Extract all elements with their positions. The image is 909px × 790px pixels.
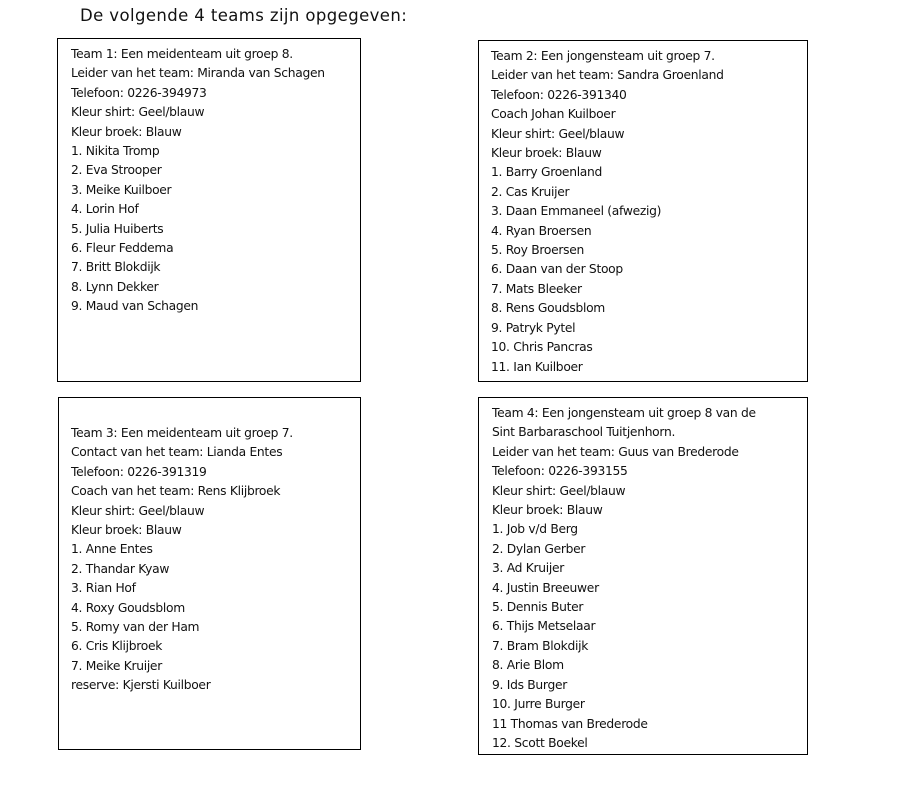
team-3-box — [58, 397, 361, 750]
team-4-line: Telefoon: 0226-393155 — [492, 464, 628, 479]
team-3-line: Kleur shirt: Geel/blauw — [71, 503, 205, 518]
team-4-line: 7. Bram Blokdijk — [492, 638, 589, 653]
team-2-line: Leider van het team: Sandra Groenland — [491, 68, 724, 83]
team-1-line: Telefoon: 0226-394973 — [71, 85, 207, 100]
team-3-line: 4. Roxy Goudsblom — [71, 600, 185, 615]
team-1-line: 5. Julia Huiberts — [71, 221, 164, 236]
team-1-line: Leider van het team: Miranda van Schagen — [71, 66, 325, 81]
team-1-line: 8. Lynn Dekker — [71, 279, 159, 294]
team-4-line: 1. Job v/d Berg — [492, 522, 578, 537]
team-3-line: Kleur broek: Blauw — [71, 523, 182, 538]
team-2-line: 5. Roy Broersen — [491, 243, 584, 258]
team-4-line: 3. Ad Kruijer — [492, 561, 565, 576]
team-1-line: 9. Maud van Schagen — [71, 299, 199, 314]
team-3-line: 3. Rian Hof — [71, 581, 136, 596]
team-3-line: Telefoon: 0226-391319 — [71, 464, 207, 479]
team-2-line: Telefoon: 0226-391340 — [491, 87, 627, 102]
team-2-line: 2. Cas Kruijer — [491, 184, 570, 199]
team-2-box — [478, 40, 808, 382]
team-1-line: 4. Lorin Hof — [71, 202, 139, 217]
team-3-line: 7. Meike Kruijer — [71, 658, 162, 673]
team-3-line: 5. Romy van der Ham — [71, 620, 200, 635]
team-4-line: 11 Thomas van Brederode — [492, 716, 648, 731]
team-2-line: Kleur shirt: Geel/blauw — [491, 126, 625, 141]
page-heading: De volgende 4 teams zijn opgegeven: — [80, 6, 408, 25]
team-4-box — [478, 397, 808, 755]
team-4-line: 2. Dylan Gerber — [492, 541, 586, 556]
team-1-box — [57, 38, 361, 382]
team-2-line: Kleur broek: Blauw — [491, 146, 602, 161]
team-4-line: Leider van het team: Guus van Brederode — [492, 444, 739, 459]
team-1-line: 6. Fleur Feddema — [71, 241, 174, 256]
team-2-line: 7. Mats Bleeker — [491, 281, 582, 296]
team-3-line: 6. Cris Klijbroek — [71, 639, 163, 654]
team-3-line: 1. Anne Entes — [71, 542, 153, 557]
team-2-line: Coach Johan Kuilboer — [491, 107, 616, 122]
team-4-line: 4. Justin Breeuwer — [492, 580, 599, 595]
team-4-line: 8. Arie Blom — [492, 658, 564, 673]
team-2-line: 9. Patryk Pytel — [491, 320, 576, 335]
team-1-line: 2. Eva Strooper — [71, 163, 162, 178]
team-1-line: Team 1: Een meidenteam uit groep 8. — [71, 47, 293, 61]
team-3-line: 2. Thandar Kyaw — [71, 561, 170, 576]
team-4-line: 9. Ids Burger — [492, 677, 567, 692]
team-3-line: Team 3: Een meidenteam uit groep 7. — [71, 426, 293, 440]
team-2-line: Team 2: Een jongensteam uit groep 7. — [491, 49, 715, 63]
team-4-line: Kleur broek: Blauw — [492, 503, 603, 518]
team-4-line: 6. Thijs Metselaar — [492, 619, 596, 634]
team-4-line: 12. Scott Boekel — [492, 735, 588, 750]
team-2-line: 4. Ryan Broersen — [491, 223, 592, 238]
team-2-line: 10. Chris Pancras — [491, 340, 593, 355]
team-3-line: reserve: Kjersti Kuilboer — [71, 678, 211, 693]
team-1-line: Kleur shirt: Geel/blauw — [71, 105, 205, 120]
team-3-line: Contact van het team: Lianda Entes — [71, 445, 283, 460]
team-3-line: Coach van het team: Rens Klijbroek — [71, 484, 281, 499]
team-1-line: 7. Britt Blokdijk — [71, 260, 161, 275]
team-1-line: 3. Meike Kuilboer — [71, 182, 172, 197]
team-4-line: 5. Dennis Buter — [492, 600, 584, 615]
team-2-line: 11. Ian Kuilboer — [491, 359, 583, 374]
team-4-line: Kleur shirt: Geel/blauw — [492, 483, 626, 498]
team-2-line: 3. Daan Emmaneel (afwezig) — [491, 204, 662, 219]
team-2-line: 1. Barry Groenland — [491, 165, 603, 180]
team-4-line: Team 4: Een jongensteam uit groep 8 van de — [492, 406, 756, 420]
team-1-line: 1. Nikita Tromp — [71, 144, 160, 159]
team-2-line: 6. Daan van der Stoop — [491, 262, 623, 277]
team-4-line: Sint Barbaraschool Tuitjenhorn. — [492, 425, 676, 440]
team-4-line: 10. Jurre Burger — [492, 697, 585, 712]
team-2-line: 8. Rens Goudsblom — [491, 301, 605, 316]
team-1-line: Kleur broek: Blauw — [71, 124, 182, 139]
